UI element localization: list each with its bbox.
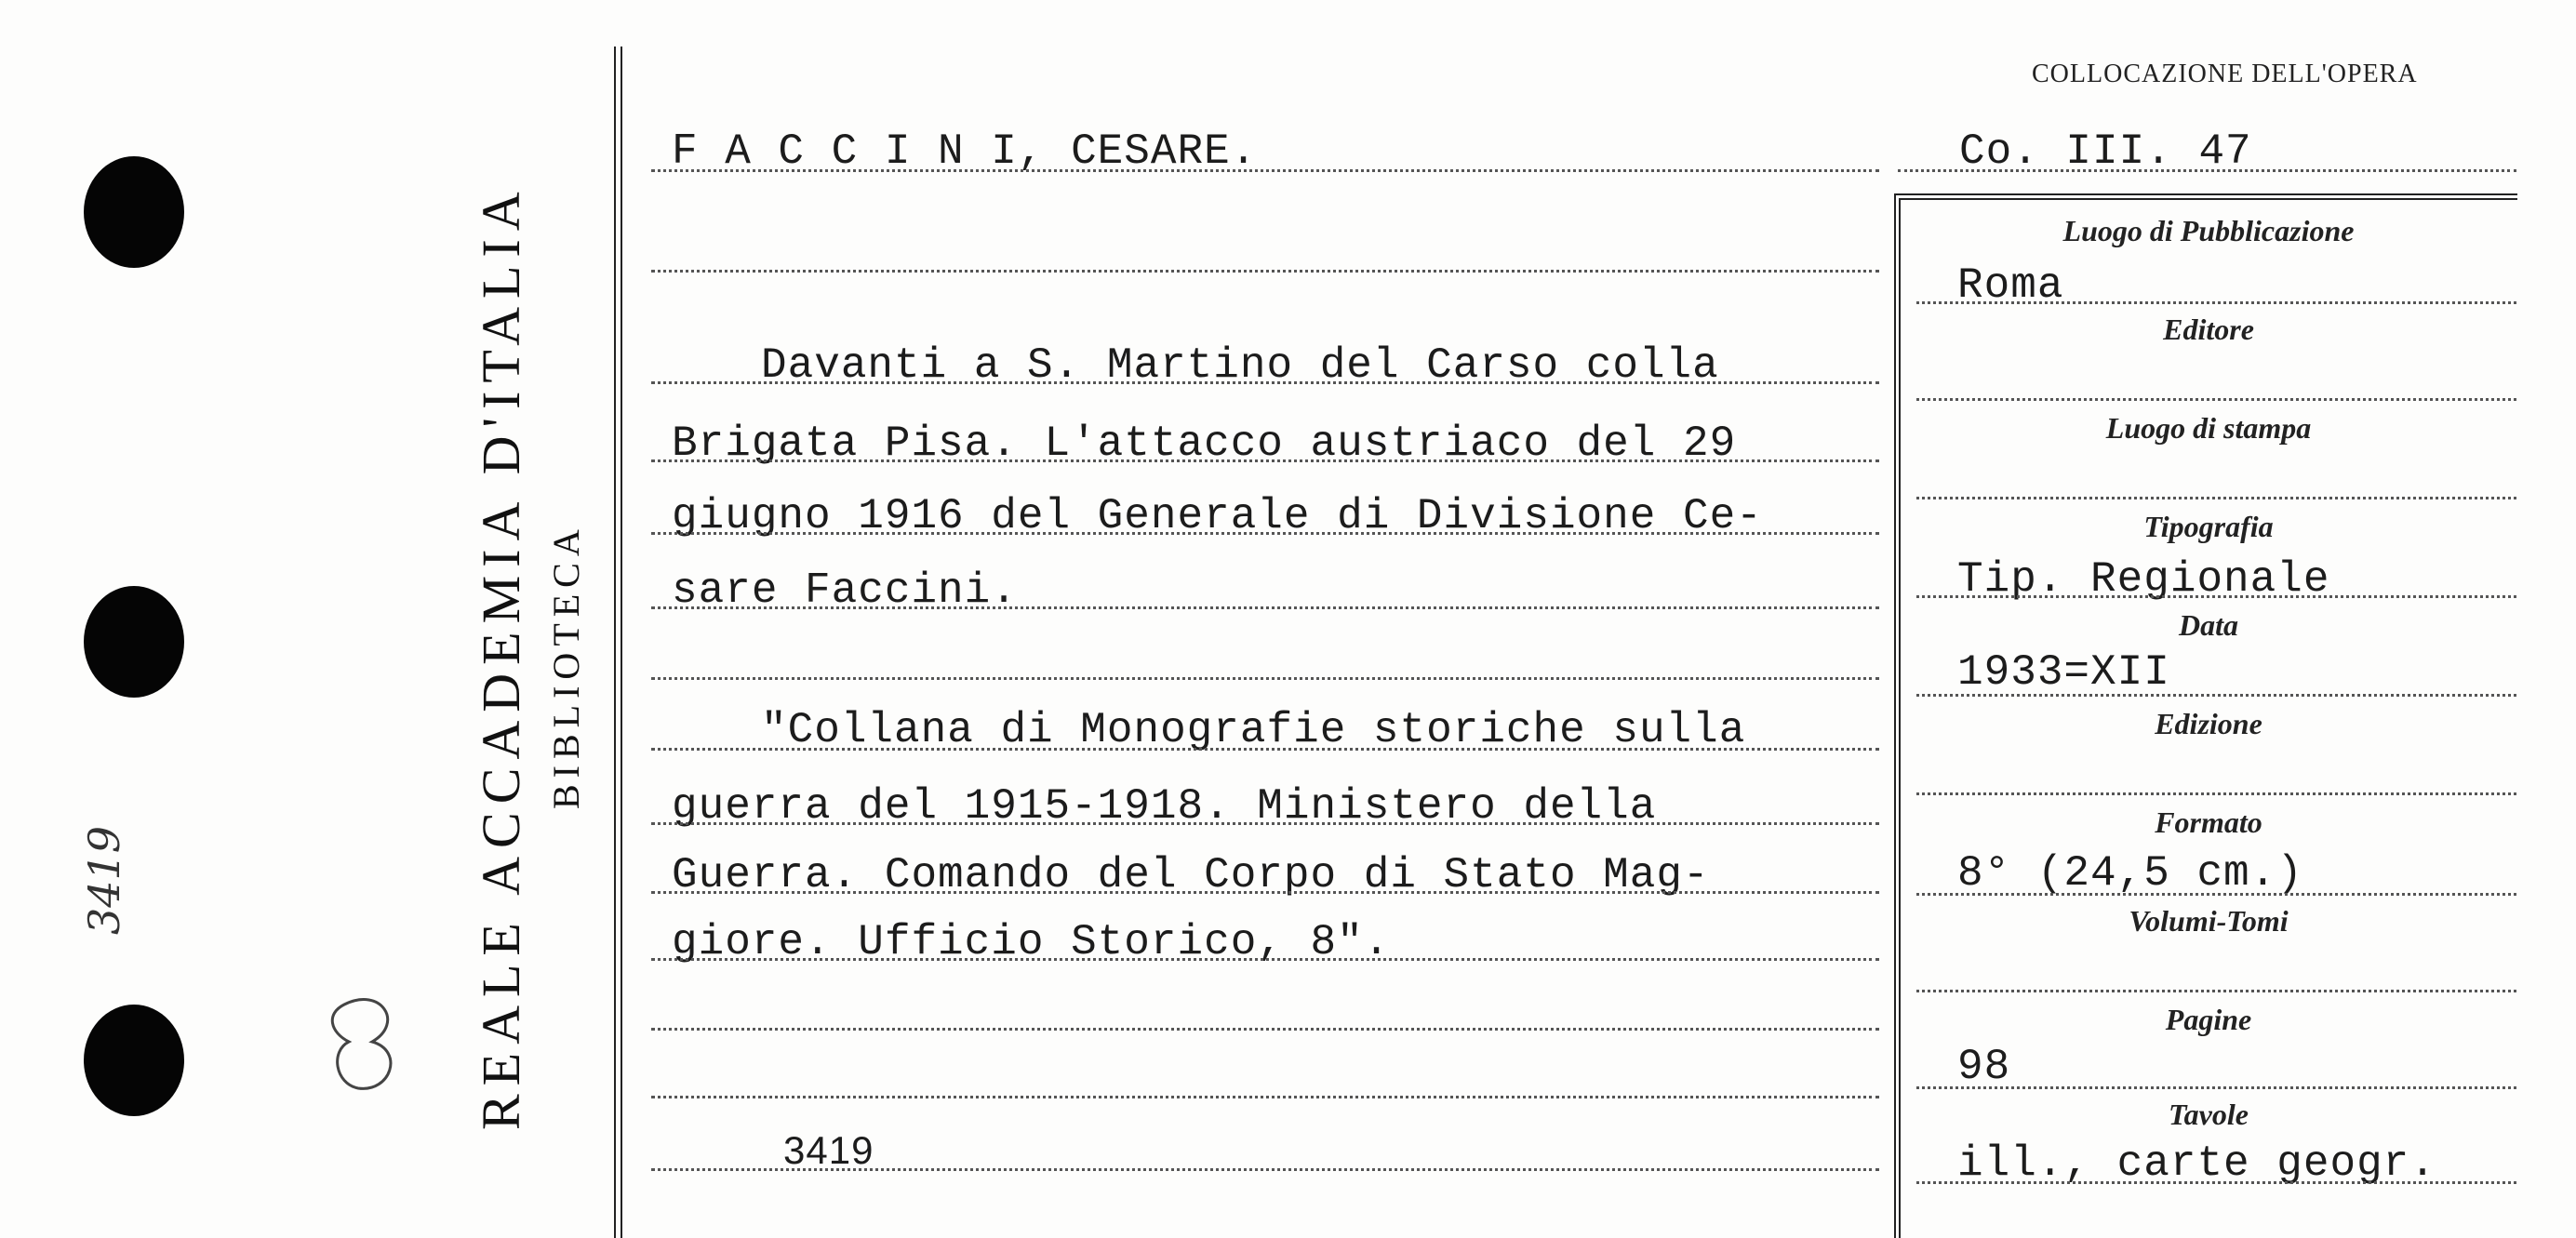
- punch-hole-top: [84, 156, 184, 268]
- field-rule: [1916, 1181, 2516, 1184]
- shelfmark: Co. III. 47: [1959, 127, 2252, 176]
- field-value-format: 8° (24,5 cm.): [1957, 849, 2303, 898]
- field-rule: [1916, 301, 2516, 304]
- field-label-date: Data: [2179, 608, 2238, 642]
- field-rule: [1916, 398, 2516, 401]
- field-label-publisher: Editore: [2163, 313, 2254, 346]
- field-value-printer: Tip. Regionale: [1957, 555, 2330, 604]
- punch-hole-middle: [84, 586, 184, 698]
- field-value-plates: ill., carte geogr.: [1957, 1139, 2436, 1188]
- field-label-edition: Edizione: [2155, 707, 2262, 740]
- field-label-volumes: Volumi-Tomi: [2129, 904, 2289, 938]
- field-value-place: Roma: [1957, 261, 2064, 310]
- body-rule: [651, 677, 1879, 680]
- shelfmark-rule: [1898, 169, 2516, 172]
- field-rule: [1916, 893, 2516, 896]
- body-line-8: guerra del 1915-1918. Ministero della: [672, 782, 1657, 831]
- field-label-place: Luogo di Pubblicazione: [2062, 214, 2355, 247]
- accession-number: 3419: [783, 1128, 874, 1172]
- field-rule: [1916, 595, 2516, 598]
- field-rule: [1916, 694, 2516, 697]
- author-rule: [651, 169, 1879, 172]
- library-name: BIBLIOTECA: [545, 523, 587, 809]
- body-rule: [651, 606, 1879, 609]
- body-rule: [651, 1028, 1879, 1031]
- field-label-pages: Pagine: [2165, 1003, 2252, 1036]
- field-label-plates: Tavole: [2169, 1098, 2249, 1131]
- body-rule: [651, 822, 1879, 825]
- body-rule: [651, 958, 1879, 961]
- punch-hole-bottom: [84, 1005, 184, 1116]
- field-label-print-place: Luogo di stampa: [2105, 411, 2312, 445]
- field-rule: [1916, 1086, 2516, 1089]
- body-line-3: Brigata Pisa. L'attacco austriaco del 29: [672, 419, 1737, 468]
- handwritten-mark-icon: [316, 986, 419, 1098]
- body-line-4: giugno 1916 del Generale di Divisione Ce-: [672, 492, 1763, 540]
- field-value-pages: 98: [1957, 1043, 2011, 1091]
- body-rule: [651, 381, 1879, 384]
- institution-name: REALE ACCADEMIA D'ITALIA: [471, 183, 531, 1130]
- body-rule: [651, 748, 1879, 751]
- field-label-format: Formato: [2155, 805, 2262, 839]
- body-rule: [651, 1168, 1879, 1171]
- field-label-printer: Tipografia: [2143, 510, 2274, 543]
- body-rule: [651, 1096, 1879, 1098]
- body-line-5: sare Faccini.: [672, 566, 1018, 615]
- body-rule: [651, 891, 1879, 894]
- body-line-2: Davanti a S. Martino del Carso colla: [761, 341, 1719, 390]
- body-line-7: "Collana di Monografie storiche sulla: [761, 706, 1746, 754]
- field-rule: [1916, 792, 2516, 795]
- field-rule: [1916, 497, 2516, 499]
- body-line-10: giore. Ufficio Storico, 8".: [672, 918, 1391, 966]
- collocation-label: COLLOCAZIONE DELL'OPERA: [2032, 60, 2418, 88]
- body-rule: [651, 532, 1879, 535]
- body-line-9: Guerra. Comando del Corpo di Stato Mag-: [672, 851, 1710, 899]
- author-heading: F A C C I N I, CESARE.: [672, 127, 1258, 176]
- field-value-date: 1933=XII: [1957, 648, 2170, 697]
- body-rule: [651, 459, 1879, 462]
- margin-divider: [614, 47, 622, 1238]
- body-rule: [651, 270, 1879, 273]
- handwritten-number: 3419: [79, 825, 129, 935]
- field-rule: [1916, 990, 2516, 992]
